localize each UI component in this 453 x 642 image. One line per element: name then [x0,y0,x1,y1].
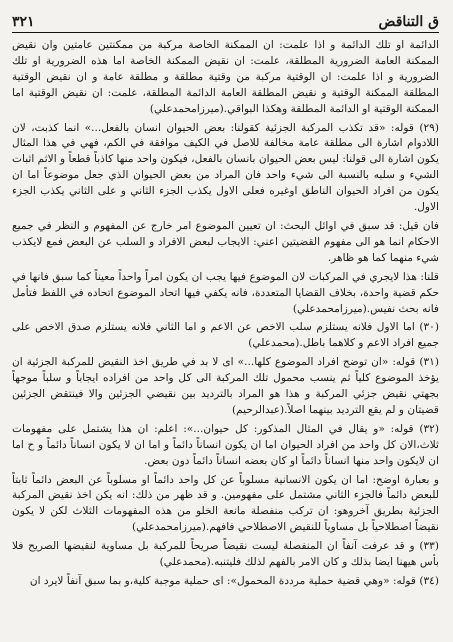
running-title: ق التناقض [378,14,439,30]
note-34: (٣٤) قوله: «وهي قضية حملية مرددة المحمول»: اى حملية موجبة كلية،و بما سبق آنفاً لايرد ان [29,575,439,587]
page-body [12,38,439,638]
page-number: ٣٢١ [12,14,35,30]
header-rule [12,32,439,33]
note-32: (٣٢) قوله: «و يقال في المثال المذكور: كل حيوان...»: اعلم: ان هذا يشتمل على مفهومات ثلاث،الان كل واحد من افراد الحيوان اما ان يكون انساناً دائماً و اما ان لا يكون انساناً دائماً و ح اما ان لايكون واحد منها انساناً دائماً او كان بعضه انساناً دائماً دون بعض. [12,422,439,467]
page-header [12,8,439,30]
note-33: (٣٣) و قد عرفت آنفاً ان المنفصلة ليست نقيضاً صريحاً للمركبة بل مساوية لنقيضها الصريح فلا بأس هيهنا ايضا بذلك و كان الامر بالفهم لذلك فليتنبه.(محمدعلي) [12,540,439,569]
paragraph: قلنا: هذا لايجري في المركبات لان الموضوع فيها يجب ان يكون امراً واحداً معيناً كما سبق فانها في حكم قضية واحدة، بخلاف القضايا المتعددة، فانه يكفي فيها اتحاد الموضوع اتحاده في اللفظ فتأمل فانه بحث نفيس.(ميرزامحمدعلي) [12,270,439,315]
note-31: (٣١) قوله: «ان توضح افراد الموضوع كلها...» اى لا بد في طريق اخذ النقيض للمركبة الجزئية ان يؤخذ الموضوع كلياً ثم ينسب محمول تلك المركبة الى كل واحد من افراده ايجاباً و سلباً موجهاً بجهتي نقيض جزئي المركبة و هذا هو المراد بالترديد بين نقيضي الجزئين والا فينتقض الجزئين قضيتان و لم يقع الترديد بينهما اصلاً.(عبدالرحيم) [12,356,439,416]
paragraph: الدائمة او تلك الدائمة و اذا علمت: ان الممكنة الخاصة مركبة من ممكنتين عامتين وان نقيض الممكنة العامة الضرورية المطلقة، علمت: ان نقيض الممكنة الخاصة اما هذه الضرورية او تلك الضرورية و اذا علمت: ان الوقتية مركبة من وقتية مطلقة و مطلقة عامة و ان نقيض الوقتية المطلقة الممكنة الوقتية و نقيض المطلقة العامة الدائمة المطلقة، علمت: ان نقيض الوقتية اما الممكنة الوقتية او الدائمة المطلقة وهكذا البواقي.(ميرزامحمدعلي) [12,39,439,115]
paragraph: و بعبارة اوضح: اما ان يكون الانسانية مسلوباً عن كل واحد دائماً او مسلوباً عن البعض دائماً ثابتاً للبعض دائماً فالجزء الثاني مشتمل على مفهومين. و قد ظهر من ذلك: انه يكن اخذ نقيض المركبة الجزئية بطريق آخروهو: ان تركب منفصلة مانعة الخلو من هذه المفهومات الثلاث لكن لا يكون نقيضاً اصطلاحياً بل مساوياً للنقيض الاصطلاحي فافهم.(ميرزامحمدعلي) [12,473,439,534]
note-30: (٣٠) اما الاول فلانه يستلزم سلب الاخص عن الاعم و اما الثاني فلانه يستلزم صدق الاخص على جميع افراد الاعم و كلاهما باطل.(محمدعلي) [12,321,439,350]
note-29: (٢٩) قوله: «قد تكذب المركبة الجزئية كقولنا: بعض الحيوان انسان بالفعل...» انما كذبت، لان اللادوام اشارة الى مطلقة عامة مخالفة للاصل في الكيف موافقة في الكم، فهي في هذا المثال يكون اشارة الى قولنا: ليس بعض الحيوان بانسان بالفعل، فيكون واحد منها كاذباً قطعاً و الاثم اثبات الشيء و سلبه بالنسبة الى شيء واحد فان المراد من بعض الحيوان الذي جعل موضوعاً اما ان يكون من افراد الحيوان الناطق اوغيره فعلى الاول يكذب الجزء الثاني و على الثاني يكذب الجزء الاول. [12,121,439,214]
paragraph: فان قيل: قد سبق في اوائل البحث: ان تعيين الموضوع امر خارج عن المفهوم و النظر في جميع الاحكام انما هو الى مفهوم القضيتين اعني: الايجاب لبعض الافراد و السلب عن البعض فمع لايكذب شيء منهما كما هو ظاهر. [12,219,439,264]
